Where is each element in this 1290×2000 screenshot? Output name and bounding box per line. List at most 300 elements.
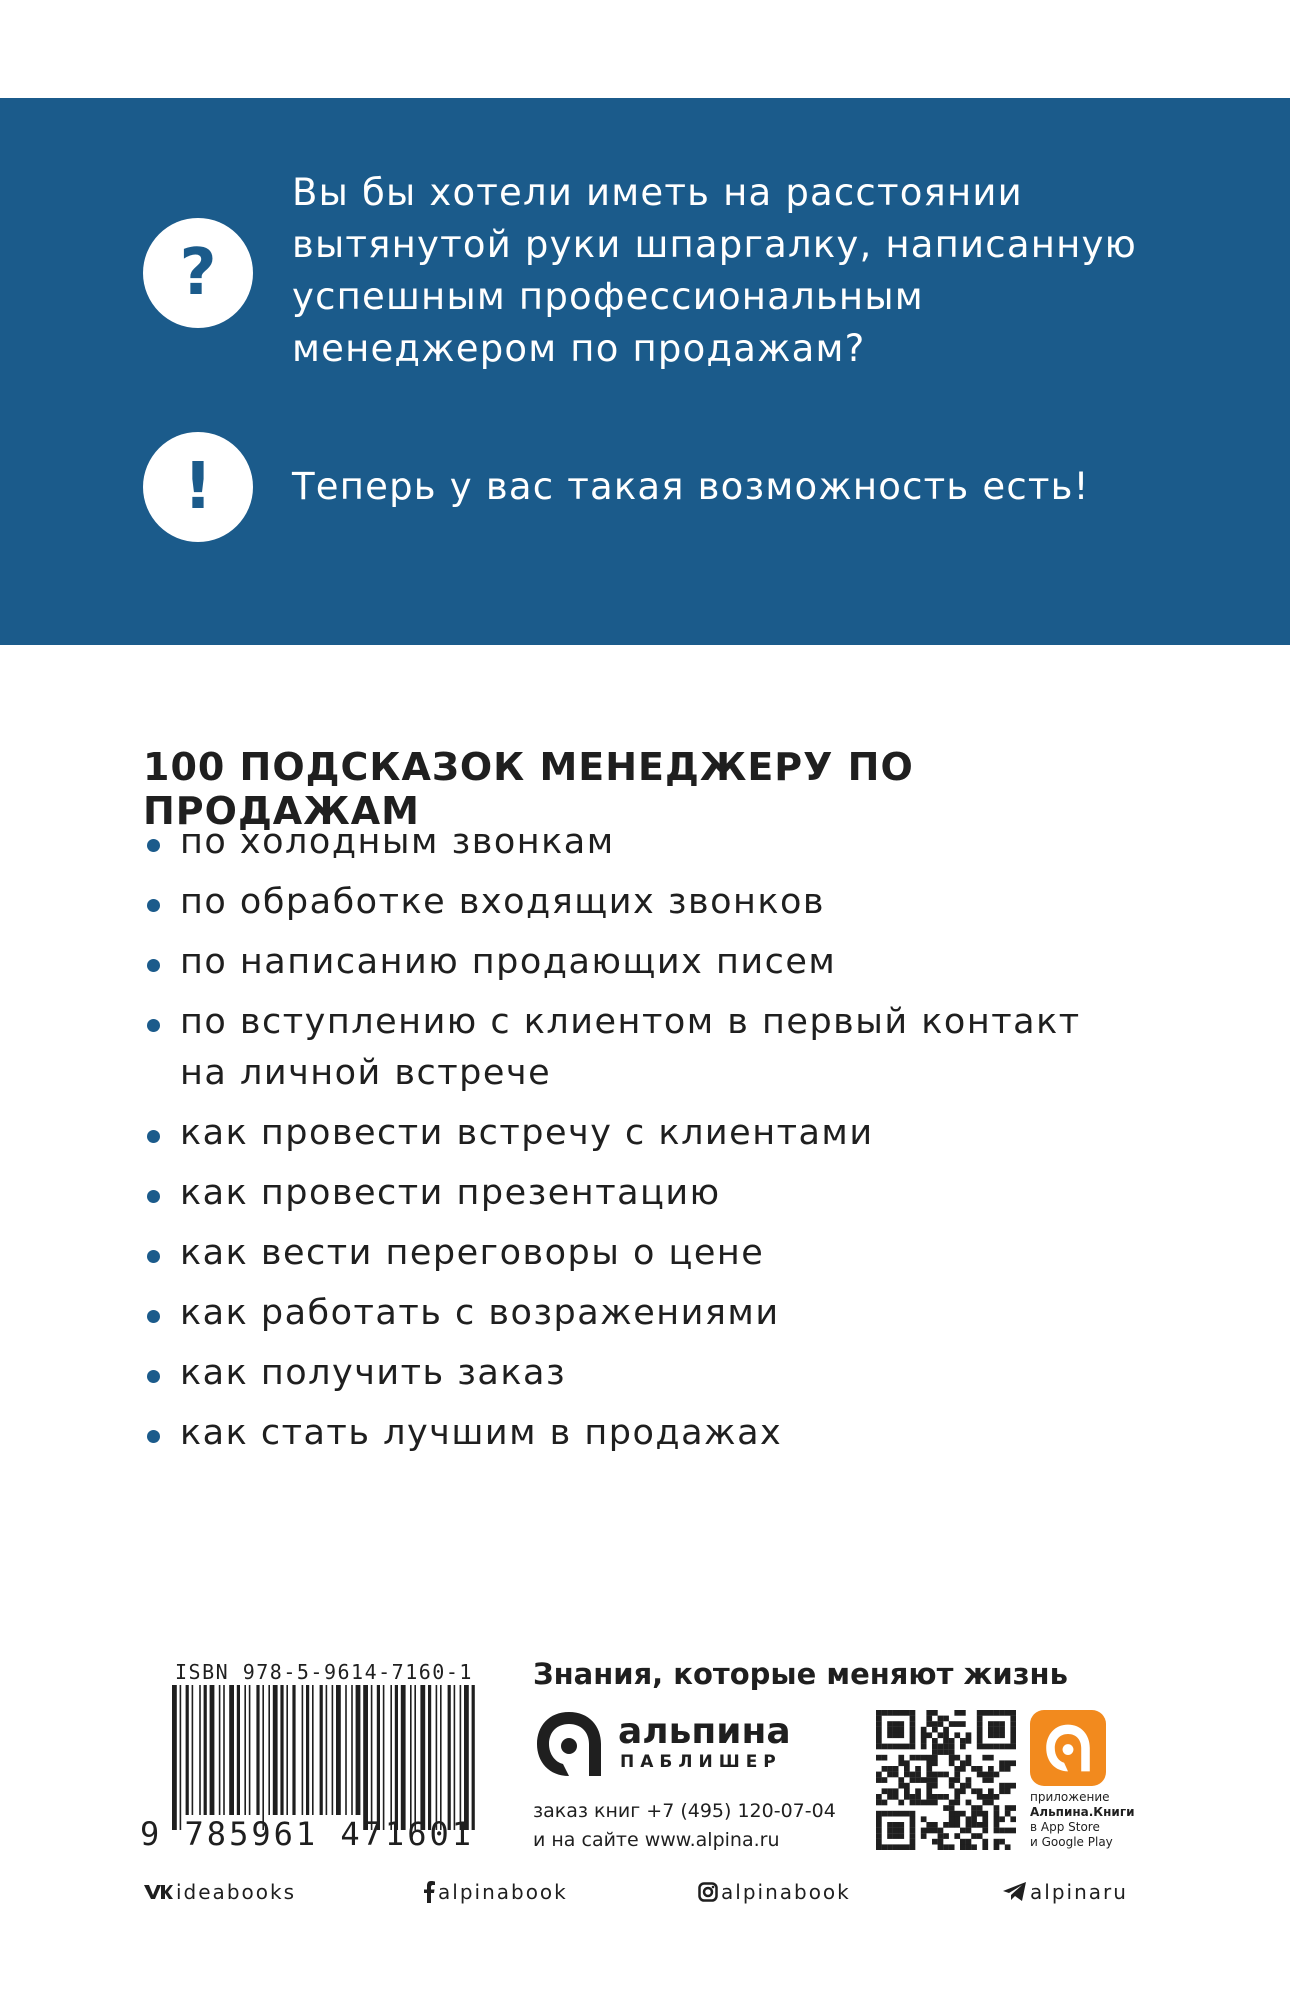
qr-module xyxy=(938,1794,944,1800)
qr-module xyxy=(938,1716,944,1722)
qr-module xyxy=(904,1788,910,1794)
qr-module xyxy=(999,1816,1005,1822)
barcode-bar xyxy=(472,1685,475,1830)
qr-module xyxy=(893,1744,899,1750)
barcode-bar xyxy=(312,1685,314,1815)
isbn-text: ISBN 978-5-9614-7160-1 xyxy=(175,1660,473,1684)
qr-module xyxy=(949,1721,955,1727)
qr-module xyxy=(1010,1828,1016,1834)
barcode-bar xyxy=(244,1685,246,1815)
qr-module xyxy=(932,1839,938,1845)
barcode-bar xyxy=(229,1685,234,1815)
barcode-bar xyxy=(180,1685,182,1830)
qr-module xyxy=(926,1710,932,1716)
tip-text: как стать лучшим в продажах xyxy=(180,1413,783,1453)
qr-module xyxy=(994,1822,1000,1828)
barcode-bar xyxy=(306,1685,309,1815)
qr-module xyxy=(932,1760,938,1766)
qr-module xyxy=(898,1800,904,1806)
tip-text: по написанию продающих писем xyxy=(180,942,837,982)
publisher-subtitle: ПАБЛИШЕР xyxy=(620,1752,782,1772)
qr-module xyxy=(982,1822,988,1828)
qr-module xyxy=(1010,1710,1016,1716)
qr-module xyxy=(932,1749,938,1755)
barcode-bar xyxy=(192,1685,194,1815)
qr-module xyxy=(910,1839,916,1845)
qr-module xyxy=(904,1766,910,1772)
qr-module xyxy=(921,1755,927,1761)
qr-module xyxy=(966,1822,972,1828)
qr-module xyxy=(1005,1760,1011,1766)
alpina-books-app-icon[interactable] xyxy=(1030,1710,1106,1786)
qr-module xyxy=(921,1727,927,1733)
qr-module xyxy=(994,1721,1000,1727)
list-item xyxy=(143,1288,1173,1339)
barcode-bar xyxy=(428,1685,431,1830)
qr-module xyxy=(943,1716,949,1722)
social-vk[interactable] xyxy=(143,1880,296,1904)
qr-module xyxy=(876,1727,882,1733)
qr-module xyxy=(887,1772,893,1778)
exclamation-mark-icon: ! xyxy=(143,432,253,542)
qr-module xyxy=(910,1822,916,1828)
qr-module xyxy=(926,1721,932,1727)
qr-module xyxy=(954,1816,960,1822)
qr-module xyxy=(994,1811,1000,1817)
barcode-bar xyxy=(332,1685,334,1815)
qr-module xyxy=(921,1732,927,1738)
qr-module xyxy=(898,1844,904,1850)
qr-module xyxy=(893,1727,899,1733)
qr-module xyxy=(954,1811,960,1817)
qr-module xyxy=(949,1755,955,1761)
qr-module xyxy=(926,1788,932,1794)
list-item xyxy=(143,1408,1173,1459)
qr-module xyxy=(977,1833,983,1839)
qr-module xyxy=(999,1727,1005,1733)
qr-module xyxy=(915,1788,921,1794)
qr-module xyxy=(943,1833,949,1839)
list-item xyxy=(143,997,1173,1099)
qr-module xyxy=(1010,1732,1016,1738)
qr-module xyxy=(882,1755,888,1761)
qr-module xyxy=(887,1833,893,1839)
qr-module xyxy=(932,1744,938,1750)
qr-module xyxy=(926,1766,932,1772)
qr-module xyxy=(966,1760,972,1766)
qr-module xyxy=(977,1794,983,1800)
qr-module xyxy=(994,1816,1000,1822)
qr-module xyxy=(904,1794,910,1800)
qr-module xyxy=(982,1828,988,1834)
qr-module xyxy=(971,1766,977,1772)
qr-module xyxy=(977,1811,983,1817)
barcode-bar xyxy=(371,1685,373,1830)
qr-module xyxy=(982,1816,988,1822)
qr-module xyxy=(882,1777,888,1783)
question-line: менеджером по продажам? xyxy=(292,327,866,370)
qr-module xyxy=(898,1822,904,1828)
qr-module xyxy=(938,1833,944,1839)
qr-module xyxy=(910,1800,916,1806)
qr-module xyxy=(943,1744,949,1750)
qr-module xyxy=(966,1839,972,1845)
social-handle: alpinaru xyxy=(1030,1880,1128,1904)
qr-module xyxy=(1005,1805,1011,1811)
qr-module xyxy=(1010,1816,1016,1822)
barcode-bar xyxy=(363,1685,368,1830)
qr-module xyxy=(982,1844,988,1850)
qr-module xyxy=(999,1783,1005,1789)
bullet-icon xyxy=(147,1370,160,1383)
qr-module xyxy=(882,1800,888,1806)
bullet-icon xyxy=(147,1310,160,1323)
qr-module xyxy=(904,1783,910,1789)
qr-module xyxy=(932,1800,938,1806)
qr-module xyxy=(887,1844,893,1850)
qr-module xyxy=(887,1794,893,1800)
qr-module xyxy=(932,1828,938,1834)
qr-module xyxy=(949,1816,955,1822)
tip-text: как вести переговоры о цене xyxy=(180,1233,765,1273)
qr-module xyxy=(994,1794,1000,1800)
order-website: и на сайте www.alpina.ru xyxy=(533,1829,780,1851)
qr-module xyxy=(943,1794,949,1800)
barcode-bar xyxy=(336,1685,341,1815)
qr-module xyxy=(876,1800,882,1806)
list-item xyxy=(143,877,1173,928)
qr-module xyxy=(982,1755,988,1761)
qr-module xyxy=(921,1816,927,1822)
qr-module xyxy=(949,1805,955,1811)
qr-module xyxy=(876,1744,882,1750)
qr-module xyxy=(954,1833,960,1839)
section-heading: 100 ПОДСКАЗОК МЕНЕДЖЕРУ ПО ПРОДАЖАМ xyxy=(143,745,914,833)
qr-module xyxy=(876,1777,882,1783)
qr-module xyxy=(971,1811,977,1817)
qr-module xyxy=(977,1772,983,1778)
qr-module xyxy=(882,1710,888,1716)
question-line: успешным профессиональным xyxy=(292,275,924,318)
list-item xyxy=(143,1228,1173,1279)
qr-module xyxy=(999,1766,1005,1772)
qr-module xyxy=(966,1828,972,1834)
qr-module xyxy=(910,1816,916,1822)
qr-module xyxy=(910,1710,916,1716)
qr-module xyxy=(876,1816,882,1822)
qr-module xyxy=(893,1811,899,1817)
qr-module xyxy=(904,1811,910,1817)
qr-module xyxy=(932,1721,938,1727)
barcode-bar xyxy=(268,1685,270,1815)
qr-module xyxy=(954,1788,960,1794)
qr-module xyxy=(994,1727,1000,1733)
qr-module xyxy=(982,1777,988,1783)
barcode-bar xyxy=(410,1685,412,1830)
qr-module xyxy=(954,1800,960,1806)
qr-module xyxy=(988,1800,994,1806)
qr-module xyxy=(943,1727,949,1733)
barcode-bar xyxy=(436,1685,438,1830)
qr-module xyxy=(977,1788,983,1794)
qr-module xyxy=(943,1844,949,1850)
qr-module xyxy=(982,1794,988,1800)
qr-module xyxy=(887,1744,893,1750)
barcode-bar xyxy=(448,1685,451,1830)
barcode-bar xyxy=(414,1685,416,1830)
qr-module xyxy=(994,1839,1000,1845)
qr-module xyxy=(954,1777,960,1783)
question-line: вытянутой руки шпаргалку, написанную xyxy=(292,223,1137,266)
qr-module xyxy=(926,1760,932,1766)
qr-module xyxy=(977,1727,983,1733)
qr-module xyxy=(910,1721,916,1727)
bullet-icon xyxy=(147,1190,160,1203)
qr-module xyxy=(954,1755,960,1761)
qr-module xyxy=(887,1766,893,1772)
qr-module xyxy=(988,1794,994,1800)
qr-module xyxy=(943,1772,949,1778)
qr-module xyxy=(966,1732,972,1738)
qr-module xyxy=(876,1721,882,1727)
qr-module xyxy=(988,1732,994,1738)
qr-module xyxy=(910,1844,916,1850)
barcode-bar xyxy=(383,1685,385,1830)
qr-module xyxy=(999,1760,1005,1766)
qr-module xyxy=(977,1738,983,1744)
qr-module xyxy=(960,1760,966,1766)
tip-text: по обработке входящих звонков xyxy=(180,882,826,922)
qr-module xyxy=(915,1766,921,1772)
qr-module xyxy=(893,1822,899,1828)
qr-module xyxy=(910,1727,916,1733)
qr-module xyxy=(954,1732,960,1738)
qr-module xyxy=(988,1755,994,1761)
qr-module xyxy=(898,1828,904,1834)
barcode-bar xyxy=(273,1685,278,1815)
qr-module xyxy=(921,1738,927,1744)
qr-module xyxy=(960,1738,966,1744)
barcode-bar xyxy=(401,1685,406,1830)
barcode-bar xyxy=(464,1685,469,1830)
qr-module xyxy=(926,1777,932,1783)
qr-module xyxy=(960,1811,966,1817)
qr-module xyxy=(898,1811,904,1817)
qr-module xyxy=(887,1721,893,1727)
qr-module xyxy=(893,1721,899,1727)
qr-module xyxy=(904,1744,910,1750)
qr-module xyxy=(977,1710,983,1716)
social-handle: alpinabook xyxy=(438,1880,568,1904)
social-handle: ideabooks xyxy=(176,1880,296,1904)
qr-module xyxy=(898,1744,904,1750)
social-instagram[interactable] xyxy=(698,1880,851,1904)
question-text xyxy=(292,167,1172,375)
qr-module xyxy=(938,1721,944,1727)
qr-module xyxy=(966,1738,972,1744)
qr-module xyxy=(910,1828,916,1834)
qr-module xyxy=(949,1800,955,1806)
qr-module xyxy=(977,1766,983,1772)
qr-module xyxy=(938,1749,944,1755)
qr-module xyxy=(966,1783,972,1789)
qr-module xyxy=(926,1772,932,1778)
qr-module xyxy=(876,1833,882,1839)
qr-module xyxy=(921,1828,927,1834)
qr-module xyxy=(893,1788,899,1794)
qr-module xyxy=(1005,1744,1011,1750)
qr-module xyxy=(876,1844,882,1850)
qr-module xyxy=(926,1783,932,1789)
qr-module xyxy=(926,1794,932,1800)
qr-module xyxy=(876,1772,882,1778)
qr-module xyxy=(1010,1727,1016,1733)
qr-module xyxy=(1010,1721,1016,1727)
barcode-bar xyxy=(262,1685,264,1830)
qr-module xyxy=(938,1732,944,1738)
qr-module xyxy=(876,1811,882,1817)
qr-module xyxy=(1005,1766,1011,1772)
barcode-bar xyxy=(302,1685,304,1815)
qr-module xyxy=(932,1783,938,1789)
qr-module xyxy=(971,1844,977,1850)
qr-module xyxy=(882,1844,888,1850)
qr-module xyxy=(898,1727,904,1733)
qr-module xyxy=(915,1777,921,1783)
qr-module xyxy=(887,1710,893,1716)
qr-module xyxy=(882,1766,888,1772)
qr-module xyxy=(960,1788,966,1794)
qr-module xyxy=(960,1710,966,1716)
qr-module xyxy=(910,1744,916,1750)
list-item xyxy=(143,937,1173,988)
qr-module xyxy=(971,1822,977,1828)
barcode-bar xyxy=(440,1685,442,1830)
barcode-bar xyxy=(204,1685,207,1815)
qr-module xyxy=(960,1783,966,1789)
barcode-bar xyxy=(395,1685,398,1830)
qr-module xyxy=(999,1744,1005,1750)
qr-module xyxy=(971,1816,977,1822)
social-telegram[interactable] xyxy=(1003,1880,1128,1904)
tip-text: как провести встречу с клиентами xyxy=(180,1113,874,1153)
publisher-slogan: Знания, которые меняют жизнь xyxy=(533,1657,1068,1691)
qr-module xyxy=(898,1783,904,1789)
qr-module xyxy=(994,1744,1000,1750)
qr-module xyxy=(949,1744,955,1750)
qr-module xyxy=(999,1839,1005,1845)
tip-text: как работать с возражениями xyxy=(180,1293,780,1333)
qr-module xyxy=(876,1839,882,1845)
qr-module xyxy=(982,1839,988,1845)
list-item xyxy=(143,1108,1173,1159)
qr-module xyxy=(994,1844,1000,1850)
barcode-bar xyxy=(320,1685,323,1815)
qr-module xyxy=(982,1744,988,1750)
qr-module xyxy=(1005,1811,1011,1817)
qr-module xyxy=(915,1772,921,1778)
barcode-bar xyxy=(286,1685,288,1815)
bullet-icon xyxy=(147,1430,160,1443)
qr-module xyxy=(977,1822,983,1828)
qr-module xyxy=(1010,1716,1016,1722)
barcode-bar xyxy=(237,1685,240,1815)
google-play-text: и Google Play xyxy=(1030,1835,1113,1849)
qr-module xyxy=(915,1755,921,1761)
qr-module xyxy=(954,1822,960,1828)
publisher-name: альпина xyxy=(618,1711,791,1752)
qr-module xyxy=(988,1727,994,1733)
qr-module xyxy=(982,1710,988,1716)
app-caption: приложение xyxy=(1030,1790,1110,1804)
qr-module xyxy=(1010,1783,1016,1789)
qr-module xyxy=(943,1822,949,1828)
qr-module xyxy=(915,1794,921,1800)
qr-module xyxy=(887,1732,893,1738)
qr-module xyxy=(1005,1828,1011,1834)
qr-module xyxy=(882,1744,888,1750)
qr-module xyxy=(988,1710,994,1716)
qr-module xyxy=(982,1800,988,1806)
qr-code[interactable] xyxy=(876,1710,1016,1850)
barcode-digits: 9 785961 471601 xyxy=(140,1815,474,1853)
qr-module xyxy=(932,1727,938,1733)
qr-module xyxy=(949,1777,955,1783)
qr-module xyxy=(938,1839,944,1845)
instagram-icon xyxy=(698,1882,718,1902)
qr-module xyxy=(876,1738,882,1744)
tip-text: как получить заказ xyxy=(180,1353,567,1393)
qr-module xyxy=(910,1794,916,1800)
qr-module xyxy=(1010,1738,1016,1744)
barcode-bar xyxy=(210,1685,215,1815)
qr-module xyxy=(954,1772,960,1778)
qr-module xyxy=(876,1710,882,1716)
qr-module xyxy=(910,1811,916,1817)
barcode-bar xyxy=(256,1685,259,1815)
qr-module xyxy=(960,1744,966,1750)
barcode-bar xyxy=(186,1685,189,1815)
qr-module xyxy=(893,1766,899,1772)
qr-module xyxy=(977,1732,983,1738)
bullet-icon xyxy=(147,1130,160,1143)
qr-module xyxy=(887,1727,893,1733)
qr-module xyxy=(971,1805,977,1811)
qr-module xyxy=(1005,1710,1011,1716)
qr-module xyxy=(954,1766,960,1772)
qr-module xyxy=(977,1744,983,1750)
qr-module xyxy=(876,1822,882,1828)
social-facebook[interactable] xyxy=(423,1880,568,1904)
qr-module xyxy=(954,1794,960,1800)
qr-module xyxy=(949,1760,955,1766)
qr-module xyxy=(938,1828,944,1834)
qr-module xyxy=(882,1811,888,1817)
qr-module xyxy=(966,1800,972,1806)
qr-module xyxy=(932,1822,938,1828)
barcode-bar xyxy=(326,1685,328,1815)
barcode-bar xyxy=(420,1685,425,1830)
qr-module xyxy=(904,1760,910,1766)
qr-module xyxy=(932,1738,938,1744)
barcode xyxy=(170,1685,480,1830)
barcode-bar xyxy=(345,1685,347,1815)
qr-module xyxy=(898,1777,904,1783)
barcode-bar xyxy=(292,1685,295,1815)
qr-module xyxy=(938,1844,944,1850)
qr-module xyxy=(988,1788,994,1794)
barcode-bar xyxy=(280,1685,283,1815)
